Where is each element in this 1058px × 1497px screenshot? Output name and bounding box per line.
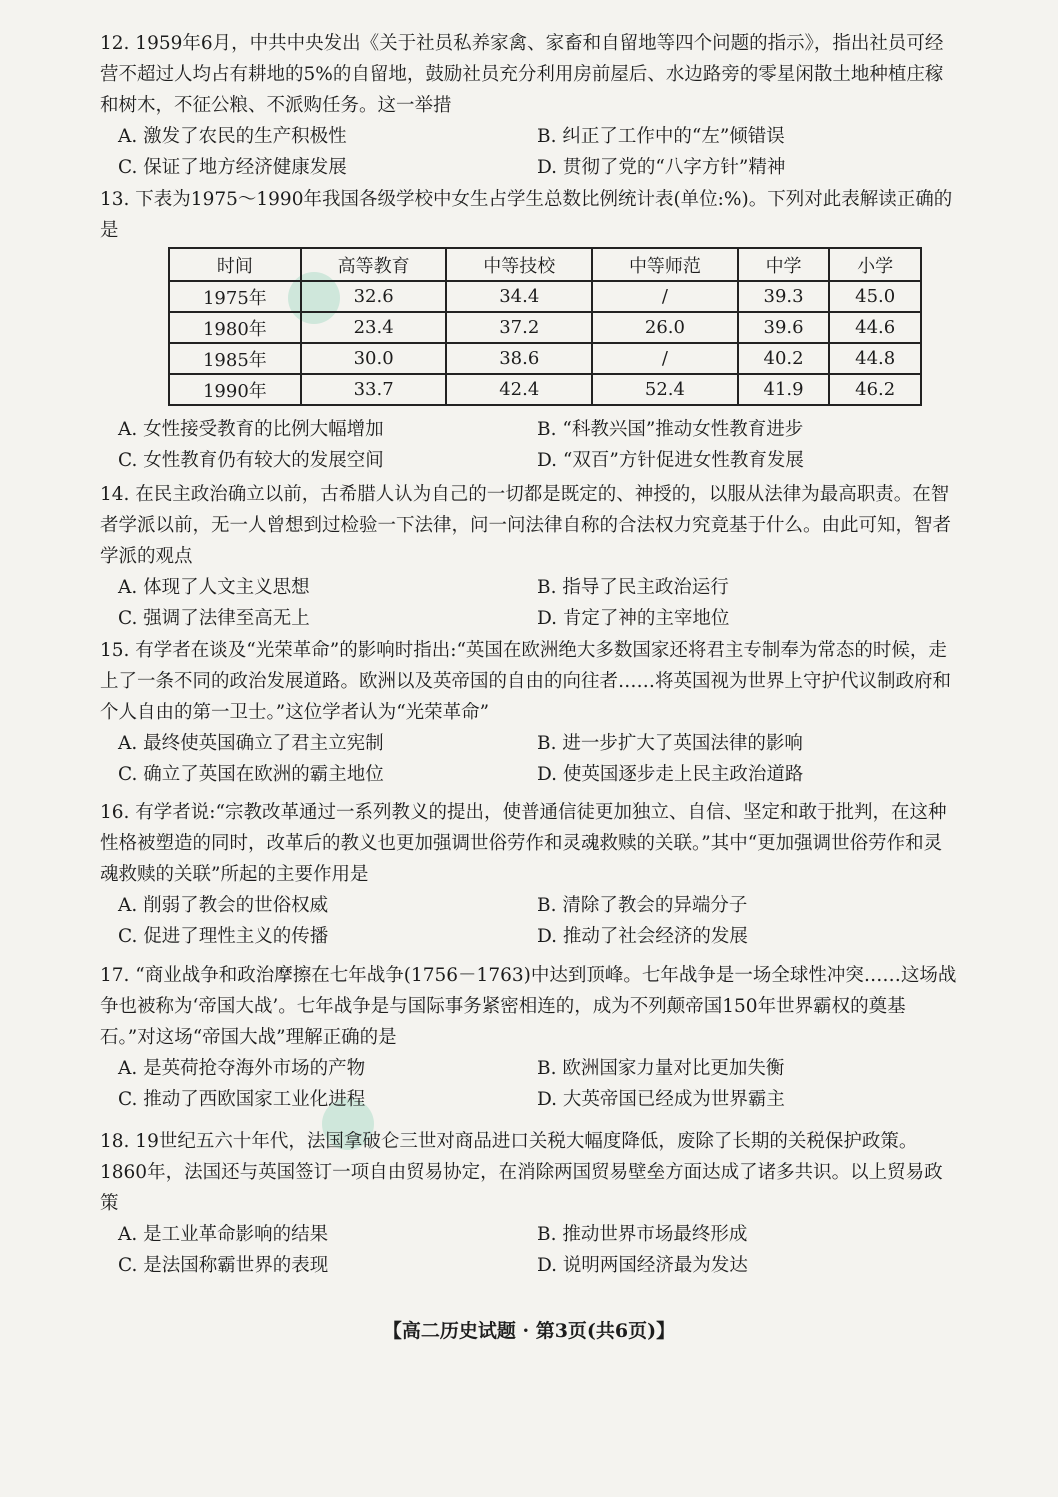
table-cell: 45.0 — [829, 281, 921, 312]
options — [100, 572, 960, 634]
question-16 — [100, 797, 960, 952]
option-c: C. 女性教育仍有较大的发展空间 — [118, 450, 384, 471]
question-stem: 17. “商业战争和政治摩擦在七年战争(1756－1763)中达到顶峰。七年战争是一场全球性冲突……这场战争也被称为‘帝国大战’。七年战争是与国际事务紧密相连的，成为不列颠帝国150年世界霸权的奠基石。”对这场“帝国大战”理解正确的是 — [100, 965, 957, 1048]
option-a: A. 是工业革命影响的结果 — [118, 1224, 329, 1245]
table-cell: 40.2 — [738, 343, 830, 374]
table-header-cell: 中等师范 — [592, 248, 738, 281]
table-header-row — [169, 248, 921, 281]
option-a: A. 削弱了教会的世俗权威 — [118, 895, 329, 916]
table-cell: 41.9 — [738, 374, 830, 405]
option-b: B. 清除了教会的异端分子 — [537, 895, 748, 916]
table-row — [169, 343, 921, 374]
table-header-cell: 中等技校 — [446, 248, 592, 281]
options — [100, 890, 960, 952]
table-cell: 34.4 — [446, 281, 592, 312]
option-a: A. 最终使英国确立了君主立宪制 — [118, 733, 384, 754]
options — [100, 414, 960, 476]
question-stem: 14. 在民主政治确立以前，古希腊人认为自己的一切都是既定的、神授的，以服从法律为最高职责。在智者学派以前，无一人曾想到过检验一下法律，问一问法律自称的合法权力究竟基于什么。由此可知，智者学派的观点 — [100, 484, 952, 567]
option-b: B. 进一步扩大了英国法律的影响 — [537, 733, 803, 754]
table-cell: 32.6 — [301, 281, 447, 312]
option-b: B. 欧洲国家力量对比更加失衡 — [537, 1058, 785, 1079]
question-stem: 15. 有学者在谈及“光荣革命”的影响时指出:“英国在欧洲绝大多数国家还将君主专制奉为常态的时候，走上了一条不同的政治发展道路。欧洲以及英帝国的自由的向往者……将英国视为世界上守护代议制政府和个人自由的第一卫士。”这位学者认为“光荣革命” — [100, 640, 952, 723]
options — [100, 1219, 960, 1281]
option-a: A. 激发了农民的生产积极性 — [118, 126, 347, 147]
table-cell: 46.2 — [829, 374, 921, 405]
table-header-cell: 小学 — [829, 248, 921, 281]
table-cell: 1975年 — [169, 281, 301, 312]
table-row — [169, 374, 921, 405]
table-cell: 42.4 — [446, 374, 592, 405]
option-a: A. 体现了人文主义思想 — [118, 577, 310, 598]
page-footer: 【高二历史试题 · 第3页(共6页)】 — [382, 1320, 676, 1342]
table-cell: 30.0 — [301, 343, 447, 374]
table-cell: 44.6 — [829, 312, 921, 343]
option-b: B. 纠正了工作中的“左”倾错误 — [537, 126, 785, 147]
table-cell: / — [592, 281, 738, 312]
table-cell: 44.8 — [829, 343, 921, 374]
option-d: D. 肯定了神的主宰地位 — [537, 608, 730, 629]
table-cell: 1990年 — [169, 374, 301, 405]
question-17 — [100, 960, 960, 1115]
question-stem: 12. 1959年6月，中共中央发出《关于社员私养家禽、家畜和自留地等四个问题的指示》，指出社员可经营不超过人均占有耕地的5%的自留地，鼓励社员充分利用房前屋后、水边路旁的零星闲散土地种植庄稼和树木，不征公粮、不派购任务。这一举措 — [100, 33, 944, 116]
option-d: D. 推动了社会经济的发展 — [537, 926, 748, 947]
option-d: D. 贯彻了党的“八字方针”精神 — [537, 157, 786, 178]
option-d: D. 说明两国经济最为发达 — [537, 1255, 748, 1276]
table-header-cell: 中学 — [738, 248, 830, 281]
table-cell: 1985年 — [169, 343, 301, 374]
question-stem: 13. 下表为1975～1990年我国各级学校中女生占学生总数比例统计表(单位:%)。下列对此表解读正确的是 — [100, 189, 953, 241]
table-cell: 26.0 — [592, 312, 738, 343]
table-row — [169, 312, 921, 343]
question-12 — [100, 28, 960, 183]
question-18 — [100, 1126, 960, 1281]
table-cell: / — [592, 343, 738, 374]
option-c: C. 保证了地方经济健康发展 — [118, 157, 347, 178]
table-cell: 39.3 — [738, 281, 830, 312]
table-row — [169, 281, 921, 312]
option-a: A. 是英荷抢夺海外市场的产物 — [118, 1058, 366, 1079]
option-c: C. 确立了英国在欧洲的霸主地位 — [118, 764, 384, 785]
option-a: A. 女性接受教育的比例大幅增加 — [118, 419, 384, 440]
option-d: D. “双百”方针促进女性教育发展 — [537, 450, 804, 471]
options — [100, 121, 960, 183]
option-c: C. 促进了理性主义的传播 — [118, 926, 329, 947]
table-cell: 23.4 — [301, 312, 447, 343]
option-c: C. 是法国称霸世界的表现 — [118, 1255, 329, 1276]
question-stem: 18. 19世纪五六十年代，法国拿破仑三世对商品进口关税大幅度降低，废除了长期的关税保护政策。1860年，法国还与英国签订一项自由贸易协定，在消除两国贸易壁垒方面达成了诸多共识。以上贸易政策 — [100, 1131, 943, 1214]
table-cell: 1980年 — [169, 312, 301, 343]
question-stem: 16. 有学者说:“宗教改革通过一系列教义的提出，使普通信徒更加独立、自信、坚定和敢于批判，在这种性格被塑造的同时，改革后的教义也更加强调世俗劳作和灵魂救赎的关联。”其中“更加强调世俗劳作和灵魂救赎的关联”所起的主要作用是 — [100, 802, 947, 885]
statistics-table — [168, 247, 922, 406]
option-b: B. 指导了民主政治运行 — [537, 577, 729, 598]
options — [100, 1053, 960, 1115]
options — [100, 728, 960, 790]
question-15 — [100, 635, 960, 790]
option-c: C. 强调了法律至高无上 — [118, 608, 310, 629]
option-d: D. 大英帝国已经成为世界霸主 — [537, 1089, 785, 1110]
option-b: B. 推动世界市场最终形成 — [537, 1224, 748, 1245]
option-d: D. 使英国逐步走上民主政治道路 — [537, 764, 804, 785]
table-cell: 37.2 — [446, 312, 592, 343]
question-13-options — [100, 414, 960, 476]
table-cell: 38.6 — [446, 343, 592, 374]
option-b: B. “科教兴国”推动女性教育进步 — [537, 419, 804, 440]
question-14 — [100, 479, 960, 634]
table-header-cell: 高等教育 — [301, 248, 447, 281]
table-header-cell: 时间 — [169, 248, 301, 281]
option-c: C. 推动了西欧国家工业化进程 — [118, 1089, 366, 1110]
table-cell: 39.6 — [738, 312, 830, 343]
table-cell: 33.7 — [301, 374, 447, 405]
question-13 — [100, 184, 960, 246]
table-cell: 52.4 — [592, 374, 738, 405]
